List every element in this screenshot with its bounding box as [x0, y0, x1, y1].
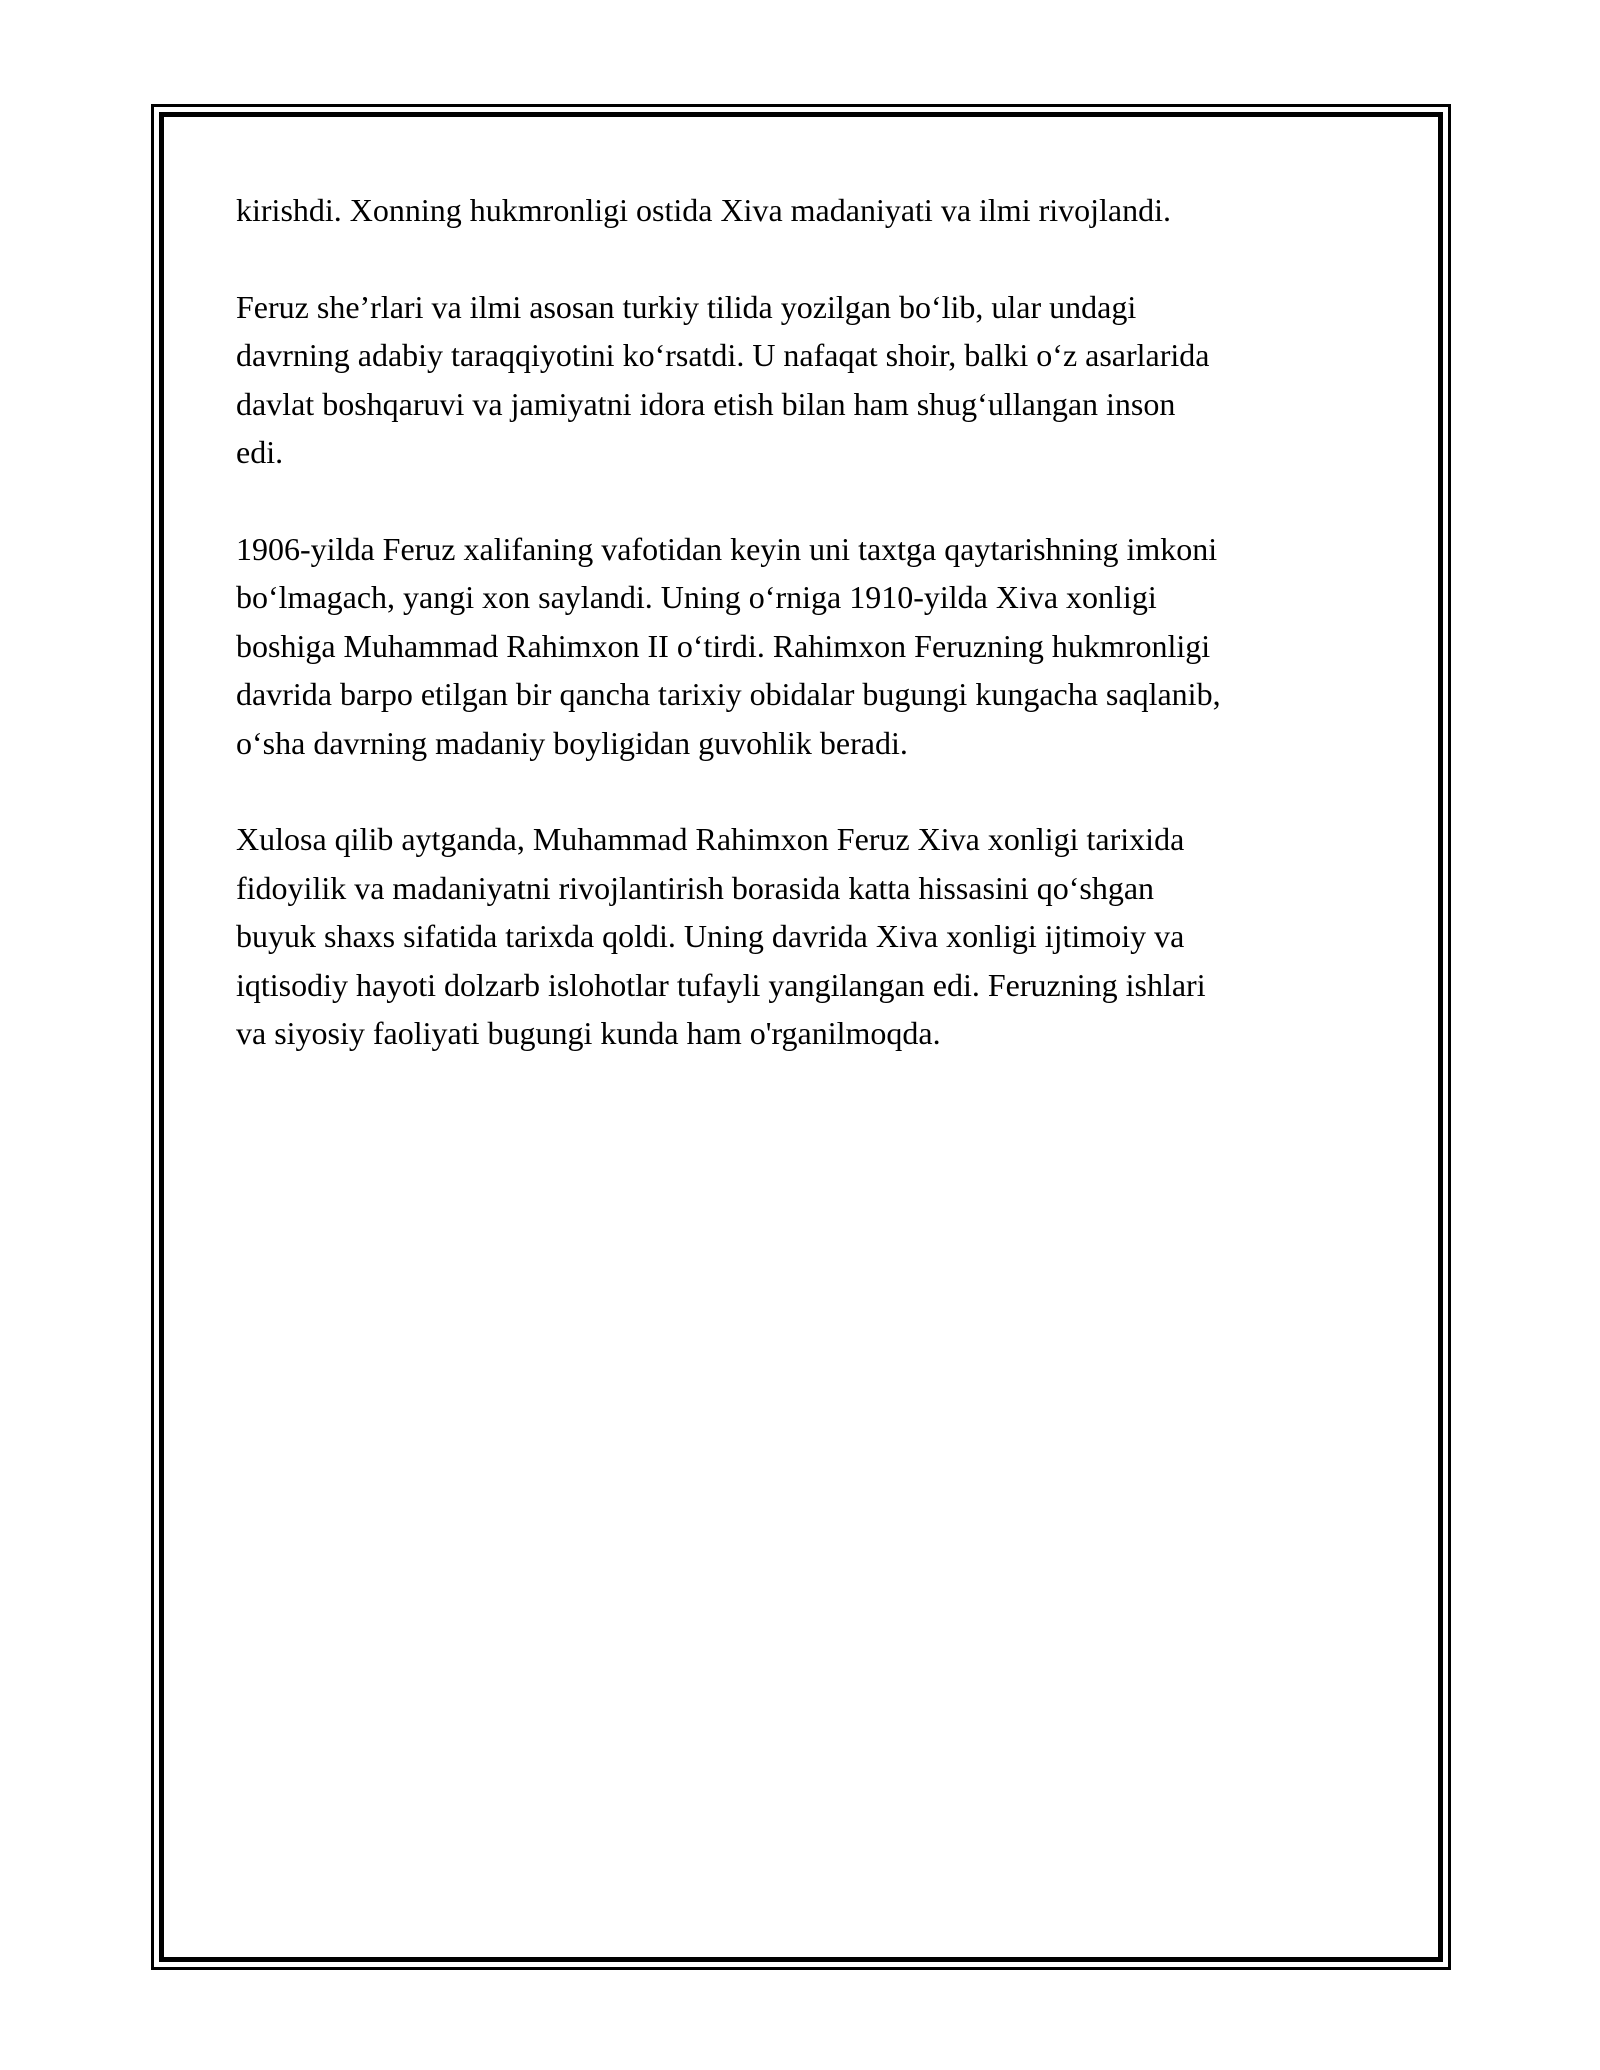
paragraph-3: 1906-yilda Feruz xalifaning vafotidan keyin uni taxtga qaytarishning imkoni bo‘lmagach, yangi xon saylandi. Uning o‘rniga 1910-yilda Xiva xonligi boshiga Muhammad Rahimxon II o‘tirdi. Rahimxon Feruzning hukmronligi davrida barpo etilgan bir qancha tarixiy obidalar bugungi kungacha saqlanib, o‘sha davrning madaniy boyligidan guvohlik beradi.: [236, 530, 1221, 761]
paragraph-1: kirishdi. Xonning hukmronligi ostida Xiva madaniyati va ilmi rivojlandi.: [236, 192, 1171, 228]
paragraph-2: Feruz she’rlari va ilmi asosan turkiy tilida yozilgan bo‘lib, ular undagi davrning adabiy taraqqiyotini ko‘rsatdi. U nafaqat shoir, balki o‘z asarlarida davlat boshqaruvi va jamiyatni idora etish bilan ham shug‘ullangan inson edi.: [236, 288, 1210, 470]
paragraph-4: Xulosa qilib aytganda, Muhammad Rahimxon Feruz Xiva xonligi tarixida fidoyilik va madaniyatni rivojlantirish borasida katta hissasini qo‘shgan buyuk shaxs sifatida tarixda qoldi. Uning davrida Xiva xonligi ijtimoiy va iqtisodiy hayoti dolzarb islohotlar tufayli yangilangan edi. Feruzning ishlari va siyosiy faoliyati bugungi kunda ham o'rganilmoqda.: [236, 821, 1206, 1051]
document-body: [236, 186, 1376, 1106]
